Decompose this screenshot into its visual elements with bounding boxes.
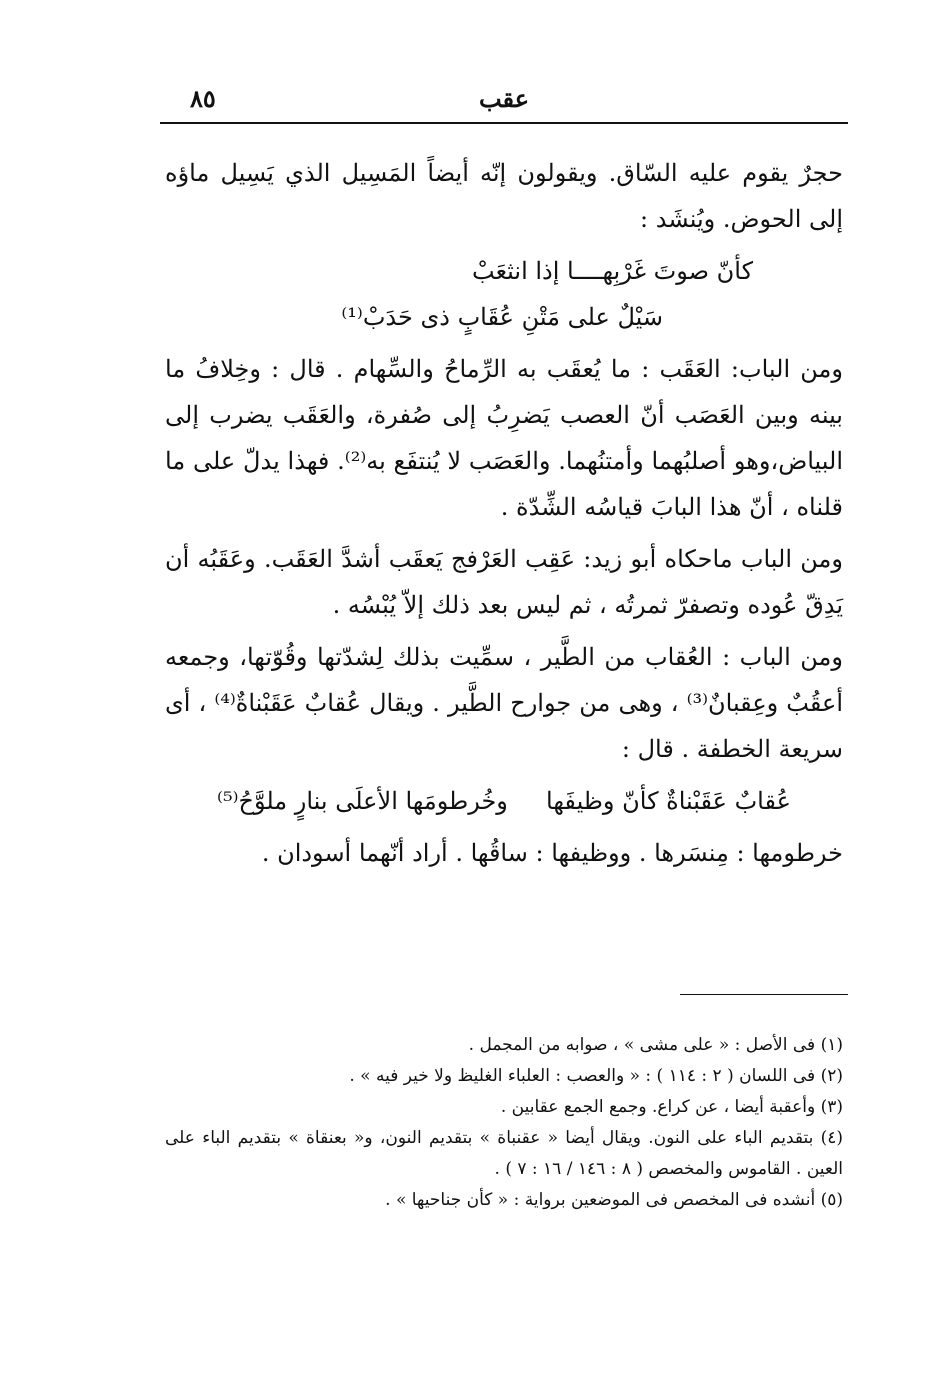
main-text: [165, 150, 843, 882]
verse-1-line-2: سَيْلٌ على مَتْنِ عُقَابٍ ذى حَدَبْ⁽¹⁾: [341, 303, 663, 331]
paragraph-2: ومن الباب: العَقَب : ما يُعقَب به الرِّماحُ والسِّهام . قال : وخِلافُ ما بينه وبين العَصَب أنّ العصب يَضرِبُ إلى صُفرة، والعَقَب يضرب إلى البياض،وهو أصلبُهما وأمتنُهما. والعَصَب لا يُنتفَع به⁽²⁾. فهذا يدلّ على ما قلناه ، أنّ هذا البابَ قياسُه الشِّدّة .: [165, 355, 843, 521]
verse-2-line-2: وخُرطومَها الأعلَى بنارٍ ملوَّحُ⁽⁵⁾: [217, 787, 508, 815]
footnote-4: (٤) بتقديم الباء على النون. ويقال أيضا « عقنباة » بتقديم النون، و« بعنقاة » بتقديم الباء على العين . القاموس والمخصص ( ٨ : ١٤٦ / ١٦ : ٧ ) .: [165, 1128, 843, 1179]
footnote-2: (٢) فى اللسان ( ٢ : ١١٤ ) : « والعصب : العلباء الغليظ ولا خير فيه » .: [349, 1066, 843, 1086]
verse-1-line-1: كأنّ صوتَ غَرْبِهــــا إذا انثعَبْ: [472, 257, 753, 285]
paragraph-4: ومن الباب : العُقاب من الطَّير ، سمِّيت بذلك لِشدّتها وقُوّتها، وجمعه أعقُبٌ وعِقبانٌ⁽³⁾ ، وهى من جوارح الطَّير . ويقال عُقابٌ عَقَبْناةٌ⁽⁴⁾ ، أى سريعة الخطفة . قال :: [165, 643, 843, 763]
verse-2: [165, 778, 843, 824]
paragraph-5: خرطومها : مِنسَرها . ووظيفها : ساقُها . أراد أنّهما أسودان .: [261, 839, 843, 867]
footnote-separator: [680, 994, 848, 995]
verse-1: [165, 248, 843, 340]
page-header: [160, 74, 848, 122]
header-root-word: عقب: [478, 84, 530, 113]
footnote-3: (٣) وأعقبة أيضا ، عن كراع. وجمع الجمع عقابين .: [500, 1097, 843, 1117]
footnotes: [165, 1030, 843, 1216]
page-number: ٨٥: [190, 84, 216, 113]
paragraph-1: حجرٌ يقوم عليه السّاق. ويقولون إنّه أيضاً المَسِيل الذي يَسِيل ماؤه إلى الحوض. ويُنشَد :: [165, 159, 843, 233]
footnote-5: (٥) أنشده فى المخصص فى الموضعين برواية : « كأن جناحيها » .: [385, 1190, 843, 1210]
verse-2-line-1: عُقابٌ عَقَبْناةٌ كأنّ وظيفَها: [546, 787, 791, 815]
footnote-1: (١) فى الأصل : « على مشى » ، صوابه من المجمل .: [468, 1035, 843, 1055]
header-rule: [160, 122, 848, 124]
paragraph-3: ومن الباب ماحكاه أبو زيد: عَقِب العَرْفج يَعقَب أشدَّ العَقَب. وعَقَبُه أن يَدِقّ عُوده وتصفرّ ثمرتُه ، ثم ليس بعد ذلك إلاّ يُبْسُه .: [165, 545, 843, 619]
